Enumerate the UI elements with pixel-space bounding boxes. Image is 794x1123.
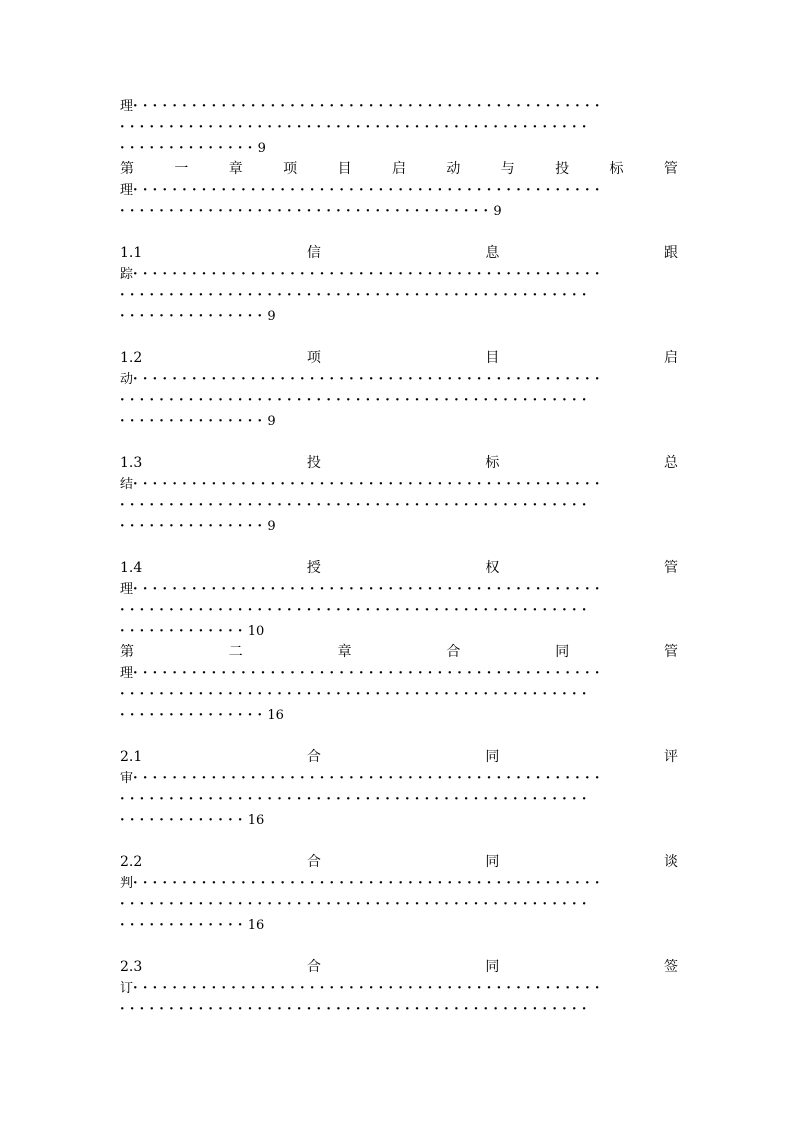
heading-token: 1.4 (120, 560, 143, 576)
heading-token: 第 (120, 644, 134, 660)
dot-leader: ················································ (120, 897, 592, 912)
dot-leader: ··············· (120, 519, 268, 534)
toc-entry-heading (120, 957, 678, 978)
heading-token: 1.2 (120, 350, 143, 366)
heading-last-char: 理 (120, 183, 134, 198)
heading-token: 标 (609, 161, 624, 177)
page-number: 9 (267, 414, 276, 429)
heading-token: 签 (664, 959, 678, 975)
heading-token: 谈 (664, 854, 678, 870)
page-number: 9 (267, 309, 276, 324)
heading-last-char: 理 (120, 99, 134, 114)
toc-entry[interactable] (120, 96, 678, 159)
toc-entry-leader-start (120, 264, 678, 285)
toc-entry-heading (120, 747, 678, 768)
page-number: 16 (247, 813, 265, 828)
toc-entry[interactable] (120, 558, 678, 642)
toc-entry-leader-start (120, 978, 678, 999)
heading-token: 评 (664, 749, 678, 765)
spacer (120, 327, 678, 348)
toc-entry-leader-end (120, 705, 678, 726)
heading-token: 投 (555, 161, 570, 177)
heading-last-char: 踪 (120, 267, 134, 282)
dot-leader: ················································ (120, 393, 592, 408)
dot-leader: ················································ (133, 183, 605, 198)
dot-leader: ················································ (133, 477, 605, 492)
spacer (120, 432, 678, 453)
spacer (120, 936, 678, 957)
toc-entry-leader-start (120, 873, 678, 894)
toc-entry[interactable] (120, 642, 678, 726)
heading-last-char: 理 (120, 666, 134, 681)
heading-token: 动 (446, 161, 461, 177)
page-number: 9 (257, 141, 266, 156)
dot-leader: ················································ (133, 582, 605, 597)
dot-leader: ················································ (120, 687, 592, 702)
dot-leader: ················································ (120, 498, 592, 513)
heading-token: 总 (664, 455, 678, 471)
toc-entry-leader-start (120, 579, 678, 600)
heading-token: 管 (663, 161, 678, 177)
heading-token: 同 (485, 959, 500, 975)
heading-token: 第 (120, 161, 134, 177)
toc-entry-leader-end (120, 411, 678, 432)
heading-token: 管 (664, 560, 678, 576)
heading-token: 项 (306, 350, 321, 366)
heading-token: 一 (174, 161, 189, 177)
dot-leader: ··············· (120, 414, 268, 429)
dot-leader: ················································ (133, 666, 605, 681)
toc-entry-leader-start (120, 663, 678, 684)
toc-page (120, 96, 678, 1020)
toc-entry-heading (120, 348, 678, 369)
heading-token: 目 (485, 350, 500, 366)
toc-entry-heading (120, 642, 678, 663)
heading-token: 章 (228, 161, 243, 177)
toc-entry-leader-start (120, 96, 678, 117)
dot-leader: ················································ (133, 99, 605, 114)
dot-leader: ················································ (133, 981, 605, 996)
toc-entry[interactable] (120, 957, 678, 1020)
heading-token: 1.3 (120, 455, 143, 471)
dot-leader: ················································ (133, 372, 605, 387)
toc-entry-leader-start (120, 180, 678, 201)
dot-leader: ············· (120, 918, 248, 933)
spacer (120, 831, 678, 852)
toc-entry[interactable] (120, 348, 678, 432)
toc-entry-leader-end (120, 516, 678, 537)
heading-token: 管 (663, 644, 678, 660)
page-number: 9 (493, 204, 502, 219)
toc-entry-leader-start (120, 768, 678, 789)
dot-leader: ················································ (120, 288, 592, 303)
heading-token: 2.2 (120, 854, 143, 870)
heading-token: 跟 (664, 245, 678, 261)
toc-entry-leader-end (120, 810, 678, 831)
page-number: 10 (247, 624, 265, 639)
toc-entry-leader-start (120, 369, 678, 390)
heading-token: 息 (485, 245, 500, 261)
heading-last-char: 动 (120, 372, 134, 387)
heading-last-char: 订 (120, 981, 134, 996)
dot-leader: ················································ (120, 1002, 592, 1017)
toc-entry-leader-end (120, 306, 678, 327)
heading-token: 合 (306, 959, 321, 975)
heading-token: 同 (485, 854, 500, 870)
heading-token: 启 (664, 350, 678, 366)
toc-entry-heading (120, 159, 678, 180)
heading-token: 二 (228, 644, 243, 660)
dot-leader: ·············· (120, 141, 258, 156)
toc-entry[interactable] (120, 747, 678, 831)
toc-entry-leader-end (120, 201, 678, 222)
toc-entry-leader-end (120, 621, 678, 642)
toc-entry-leader-start (120, 474, 678, 495)
heading-token: 同 (485, 749, 500, 765)
spacer (120, 726, 678, 747)
heading-token: 投 (306, 455, 321, 471)
toc-entry-leader-end (120, 138, 678, 159)
toc-entry-heading (120, 453, 678, 474)
heading-token: 项 (283, 161, 298, 177)
toc-entry[interactable] (120, 159, 678, 222)
spacer (120, 222, 678, 243)
toc-entry-heading (120, 852, 678, 873)
heading-token: 2.3 (120, 959, 143, 975)
toc-entry-leader-end (120, 915, 678, 936)
heading-token: 合 (446, 644, 461, 660)
dot-leader: ················································ (133, 267, 605, 282)
dot-leader: ··············· (120, 708, 268, 723)
heading-token: 1.1 (120, 245, 143, 261)
heading-token: 章 (337, 644, 352, 660)
heading-token: 2.1 (120, 749, 143, 765)
page-number: 9 (267, 519, 276, 534)
heading-token: 标 (485, 455, 500, 471)
dot-leader: ················································ (120, 120, 592, 135)
dot-leader: ················································ (120, 792, 592, 807)
heading-token: 与 (500, 161, 515, 177)
toc-entry[interactable] (120, 243, 678, 327)
toc-entry-heading (120, 558, 678, 579)
dot-leader: ············· (120, 813, 248, 828)
page-number: 16 (267, 708, 284, 723)
dot-leader: ················································ (133, 876, 605, 891)
dot-leader: ············· (120, 624, 248, 639)
heading-token: 合 (306, 854, 321, 870)
dot-leader: ················································ (133, 771, 605, 786)
spacer (120, 537, 678, 558)
toc-entry[interactable] (120, 453, 678, 537)
dot-leader: ······································ (120, 204, 494, 219)
heading-last-char: 理 (120, 582, 134, 597)
dot-leader: ··············· (120, 309, 268, 324)
heading-token: 合 (306, 749, 321, 765)
heading-last-char: 结 (120, 477, 134, 492)
toc-entry[interactable] (120, 852, 678, 936)
toc-entry-heading (120, 243, 678, 264)
heading-last-char: 审 (120, 771, 134, 786)
heading-token: 目 (337, 161, 352, 177)
page-number: 16 (247, 918, 265, 933)
heading-token: 启 (391, 161, 406, 177)
dot-leader: ················································ (120, 603, 592, 618)
heading-token: 授 (306, 560, 321, 576)
heading-last-char: 判 (120, 876, 134, 891)
heading-token: 信 (306, 245, 321, 261)
heading-token: 同 (555, 644, 570, 660)
heading-token: 权 (485, 560, 500, 576)
